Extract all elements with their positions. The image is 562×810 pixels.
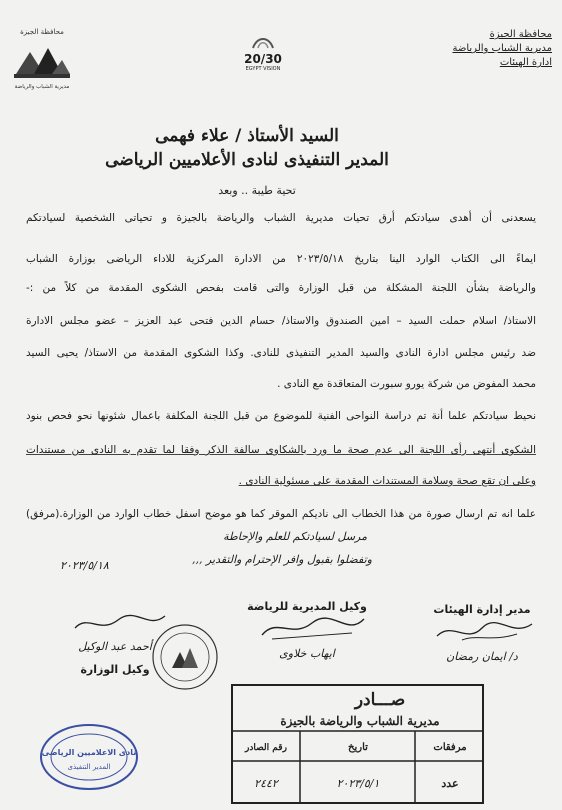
vision-sub: EGYPT VISION (245, 66, 281, 72)
inform-line-2: الشكوى أنتهى رأى اللجنة الى عدم صحة ما ورد بالشكاوى سالفة الذكر وفقا لما تقدم به النادى من مستندات (26, 444, 536, 456)
signature-scribble-icon (70, 610, 170, 636)
signature-left-name: أحمد عبد الوكيل (78, 640, 152, 653)
stamp-org: مديرية الشباب والرياضة بالجيزة (280, 714, 440, 728)
addressee-name: السيد الأستاذ / علاء فهمى (155, 126, 339, 146)
stamp-frame (230, 683, 485, 805)
club-seal (38, 722, 140, 792)
signature-scribble-icon (432, 616, 542, 646)
header-line-department: ادارة الهيئات (499, 57, 552, 68)
inform-line-1: نحيط سيادتكم علما أنة تم دراسة النواحى الفنية للموضوع من قبل اللجنة المكلفة باعمال شئونها نحو فحص بنود (26, 410, 536, 422)
logo-bottom-text: مديرية الشباب والرياضة (14, 84, 70, 90)
body-line-5: محمد المفوض من شركة يورو سبورت المتعاقدة مع النادى . (277, 378, 536, 390)
stamp-row-count: عدد (441, 777, 459, 790)
header-organization (402, 28, 552, 70)
greeting: تحية طيبة .. وبعد (218, 184, 296, 197)
club-seal-sub: المدير التنفيذى (67, 763, 111, 771)
club-seal-name: نادى الاعلاميين الرياضى (41, 748, 137, 757)
addressee-title: المدير التنفيذى لنادى الأعلاميين الرياضى (105, 150, 389, 170)
handwritten-line-1: مرسل لسيادتكم للعلم والإحاطة (223, 530, 367, 543)
body-line-1: ايماءً الى الكتاب الوارد الينا بتاريخ ٢٠٢٣/٥/١٨ من الادارة المركزية للاداء الرياضى بوزارة الشباب (26, 253, 536, 265)
handwritten-line-2: وتفضلوا بقبول وافر الإحترام والتقدير ,,, (191, 553, 372, 566)
signature-right-title: مدير إدارة الهيئات (433, 603, 531, 616)
stamp-title: صـــادر (354, 690, 406, 710)
attachment-note: علما انه تم ارسال صورة من هذا الخطاب الى ناديكم الموقر كما هو موضح اسفل خطاب الوارد من الوزارة.(مرفق) (26, 508, 536, 520)
signature-scribble-icon (252, 613, 372, 643)
outgoing-stamp (230, 683, 485, 805)
stamp-col-date: تاريخ (348, 742, 368, 753)
signature-right-name: د/ ايمان رمضان (446, 650, 518, 663)
signature-right (422, 603, 542, 663)
signature-left-title: وكيل الوزارة (80, 663, 150, 676)
stamp-row-number: ٢٤٤٢ (254, 777, 278, 790)
body-line-4: ضد رئيس مجلس ادارة النادى والسيد المدير التنفيذى للنادى. وكذا الشكوى المقدمة من الاستاذ/ يحيى السيد (26, 347, 536, 359)
body-line-2: والرياضة بشأن اللجنة المشكلة من قبل الوزارة والتى قامت بفحص الشكوى المقدمة من كلاً من :- (26, 282, 536, 294)
header-line-governorate: محافظة الجيزة (489, 29, 552, 40)
signature-middle-title: وكيل المديرية للرياضة (247, 600, 367, 613)
opening-line: يسعدنى أن أهدى سيادتكم أرق تحيات مديرية الشباب والرياضة بالجيزة و تحياتى الشخصية لسيادتكم (26, 212, 536, 224)
signature-left (60, 610, 170, 676)
handwritten-date: ٢٠٢٣/٥/١٨ (60, 559, 109, 572)
vision-swirl-icon (251, 34, 275, 50)
body-line-3: الاستاذ/ اسلام حملت السيد – امين الصندوق والاستاذ/ حسام الدين فتحى عبد العزيز – عضو مجلس الادارة (26, 315, 536, 327)
header-line-directorate: مديرية الشباب والرياضة (452, 43, 552, 54)
vision-2030-logo (233, 34, 293, 76)
ministry-logo (8, 22, 76, 92)
stamp-col-number: رقم الصادر (245, 743, 287, 753)
stamp-row-date: ٢٠٢٣/٥/١ (336, 777, 380, 790)
logo-top-text: محافظة الجيزة (20, 28, 64, 36)
inform-line-3: وعلى ان تقع صحة وسلامة المستندات المقدمة على مسئولية النادى . (238, 475, 536, 487)
signature-middle-name: ايهاب خلاوى (279, 647, 335, 660)
signature-middle (242, 600, 372, 660)
pyramids-logo-icon (8, 22, 76, 92)
vision-number: 20/30 (244, 52, 282, 66)
stamp-col-attachments: مرفقات (433, 742, 467, 753)
club-seal-icon (38, 722, 140, 792)
